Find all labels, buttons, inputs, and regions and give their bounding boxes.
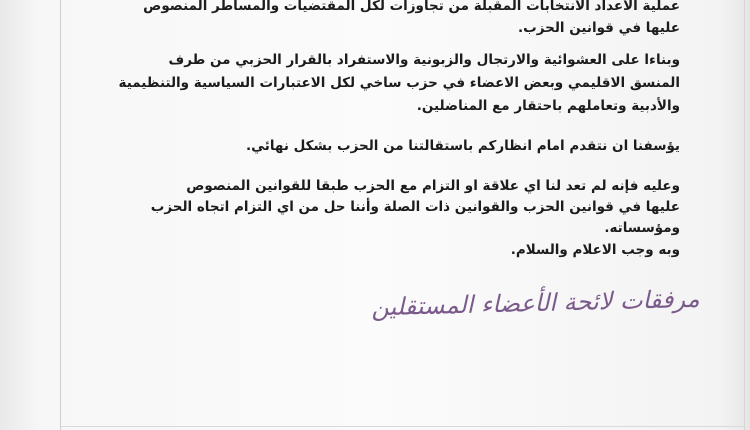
text-line: المنسق الاقليمي وبعض الاعضاء في حزب ساخي لكل الاعتبارات السياسية والتنظيمية <box>118 75 680 91</box>
text-line: عليها في قوانين الحزب. <box>518 20 680 36</box>
text-line: عملية الاعداد الانتخابات المقبلة من تجاوزات لكل المقتضيات والمساطر المنصوص <box>143 0 680 14</box>
text-line: وبه وجب الاعلام والسلام. <box>510 242 680 258</box>
paragraph-no-commitment <box>120 177 680 238</box>
handwritten-attachment-note: مرفقات لائحة الأعضاء المستقلين <box>370 284 700 322</box>
page-left-edge <box>60 0 61 430</box>
text-line: والأدبية وتعاملهم باحتقار مع المناضلين. <box>416 98 680 114</box>
paragraph-resignation <box>120 137 680 156</box>
paragraph-closing <box>120 241 680 260</box>
text-line: وبناءا على العشوائية والارتجال والزبونية والاستفراد بالقرار الحزبي من طرف <box>168 52 680 68</box>
paragraph-elections <box>120 0 680 38</box>
text-line: وعليه فإنه لم تعد لنا اي علاقة او التزام مع الحزب طبقا للقوانين المنصوص <box>186 178 680 194</box>
text-line: يؤسفنا ان نتقدم امام انظاركم باستقالتنا من الحزب بشكل نهائي. <box>246 138 680 154</box>
text-line: ومؤسساته. <box>604 220 680 236</box>
page-bottom-edge <box>60 426 744 427</box>
paragraph-grievances <box>120 51 680 116</box>
text-line: عليها في قوانين الحزب والقوانين ذات الصلة وأننا حل من اي التزام اتجاه الحزب <box>150 199 680 215</box>
page-right-edge <box>744 0 745 430</box>
